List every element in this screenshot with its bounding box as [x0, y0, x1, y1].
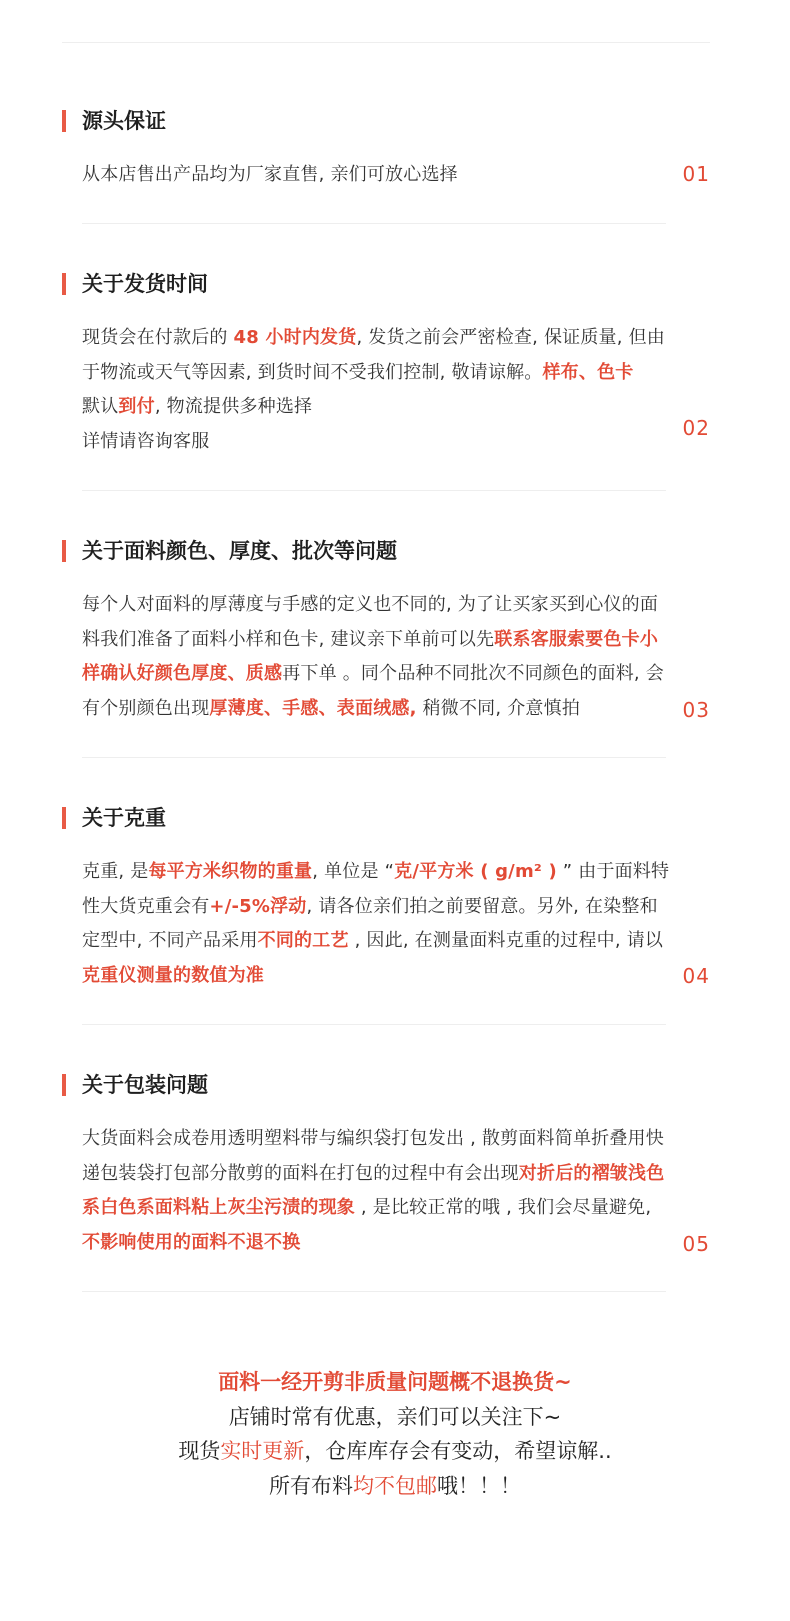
body-paragraph: [82, 390, 670, 425]
section-title: 关于克重: [82, 806, 166, 830]
body-text: 详情请咨询客服: [82, 430, 210, 452]
body-highlight: 厚薄度、手感、表面绒感,: [209, 697, 417, 719]
section-marker-bar: [62, 1074, 66, 1096]
section-divider: [82, 1291, 666, 1292]
footer-line: [0, 1434, 790, 1469]
section-divider: [82, 757, 666, 758]
section-number: 05: [682, 1232, 710, 1256]
footer-notice: [0, 1365, 790, 1503]
body-paragraph: [82, 321, 670, 390]
body-highlight: 样布、色卡: [542, 361, 634, 383]
body-text: 每个人对面料的厚薄度与手感的定义也不同的, 为了让买家买到心仪的面料我们准备了面料小样和色卡, 建议亲下单前可以先: [82, 594, 659, 650]
body-text: ” 由于面料特性大货克重会有: [82, 861, 670, 917]
section-number: 02: [682, 416, 710, 440]
body-text: 默认: [82, 396, 119, 417]
section-body: [82, 158, 670, 193]
footer-text: 哦！！！: [437, 1473, 521, 1498]
section-body: [82, 588, 670, 726]
body-text: 大货面料会成卷用透明塑料带与编织袋打包发出 , 散剪面料简单折叠用快递包装袋打包部分散剪的面料在打包的过程中有会出现: [82, 1128, 664, 1184]
body-text: , 请各位亲们拍之前要留意。另外, 在染整和定型中, 不同产品采用: [82, 895, 658, 951]
footer-text: ，仓库库存会有变动，希望谅解..: [304, 1439, 612, 1463]
section-title: 关于包装问题: [82, 1073, 208, 1097]
body-text: 从本店售出产品均为厂家直售, 亲们可放心选择: [82, 164, 458, 185]
body-paragraph: [82, 425, 670, 460]
section-body: [82, 321, 670, 459]
footer-highlight: 面料一经开剪非质量问题概不退换货~: [218, 1370, 572, 1394]
section-title: 关于面料颜色、厚度、批次等问题: [82, 539, 397, 563]
body-highlight: 到付: [118, 396, 155, 417]
section-title: 源头保证: [82, 109, 166, 133]
body-highlight: 不影响使用的面料不退不换: [82, 1231, 301, 1253]
body-text: , 是比较正常的哦 , 我们会尽量避免,: [355, 1197, 652, 1218]
body-text: , 发货之前会严密检查, 保证质量, 但由于物流或天气等因素, 到货时间不受我们控制, 敬请谅解。: [82, 327, 665, 383]
section-marker-bar: [62, 540, 66, 562]
body-paragraph: [82, 1122, 670, 1260]
section-divider: [82, 490, 666, 491]
section-marker-bar: [62, 273, 66, 295]
section-number: 04: [682, 964, 710, 988]
footer-highlight: 均不包邮: [353, 1473, 437, 1498]
top-divider: [62, 42, 710, 43]
footer-highlight: 实时更新: [220, 1439, 305, 1463]
body-highlight: 48 小时内发货: [233, 327, 357, 348]
body-highlight: 对折后的褶皱浅色系白色系面料粘上灰尘污渍的现象: [82, 1162, 665, 1218]
footer-text: 店铺时常有优惠，亲们可以关注下~: [228, 1404, 562, 1429]
footer-line: [0, 1365, 790, 1400]
section-divider: [82, 223, 666, 224]
section-number: 01: [682, 162, 710, 186]
section-title: 关于发货时间: [82, 272, 208, 296]
body-highlight: 联系客服索要色卡小样确认好颜色厚度、质感: [82, 628, 659, 684]
section-divider: [82, 1024, 666, 1025]
body-highlight: 克重仪测量的数值为准: [82, 964, 264, 986]
body-text: 稍微不同, 介意慎拍: [416, 697, 581, 719]
body-highlight: 不同的工艺: [257, 930, 349, 951]
section-marker-bar: [62, 807, 66, 829]
body-text: , 因此, 在测量面料克重的过程中, 请以: [348, 930, 664, 951]
body-highlight: 克/平方米 ( g/m² ): [394, 861, 557, 882]
footer-line: [0, 1400, 790, 1435]
footer-line: [0, 1469, 790, 1504]
section-body: [82, 1122, 670, 1260]
body-text: 克重, 是: [82, 861, 149, 882]
body-paragraph: [82, 158, 670, 193]
body-highlight: 每平方米织物的重量: [148, 861, 313, 882]
body-text: 现货会在付款后的: [82, 327, 234, 348]
body-text: , 物流提供多种选择: [154, 396, 313, 417]
body-paragraph: [82, 855, 670, 993]
body-text: , 单位是 “: [312, 861, 395, 882]
body-paragraph: [82, 588, 670, 726]
section-number: 03: [682, 698, 710, 722]
footer-text: 现货: [178, 1439, 221, 1463]
section-body: [82, 855, 670, 993]
section-marker-bar: [62, 110, 66, 132]
body-highlight: +/-5%浮动: [209, 895, 307, 917]
body-text: 再下单 。同个品种不同批次不同颜色的面料, 会有个别颜色出现: [82, 663, 664, 719]
footer-text: 所有布料: [269, 1473, 353, 1498]
